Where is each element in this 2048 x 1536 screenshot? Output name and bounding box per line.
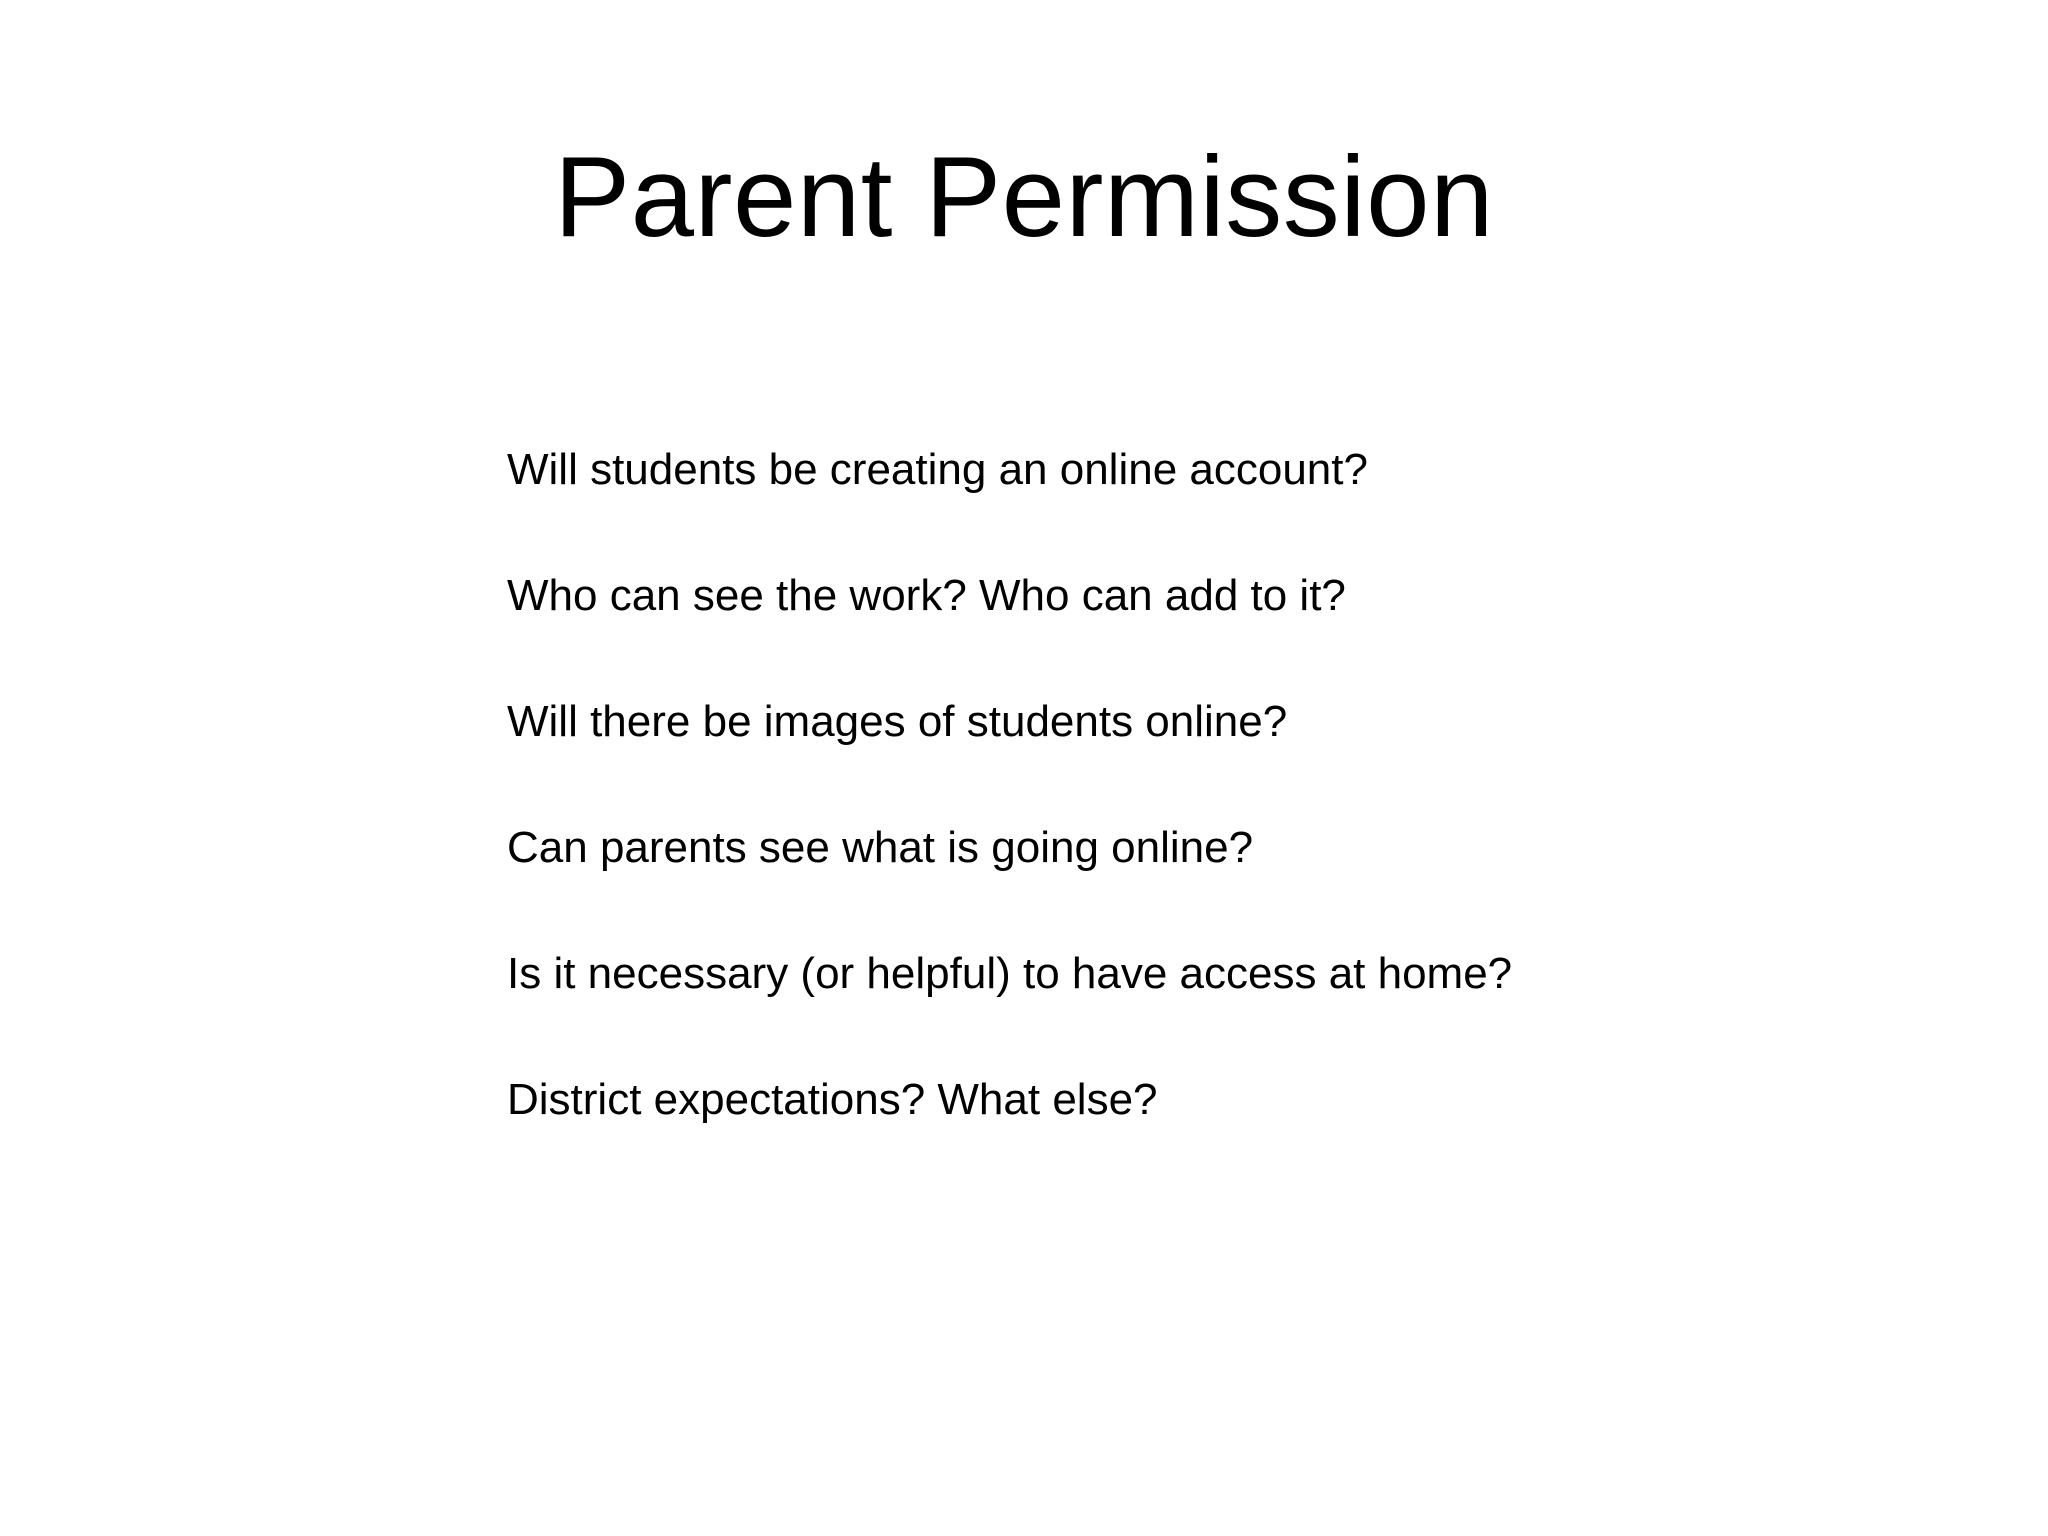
question-item: Is it necessary (or helpful) to have access at home? [507,949,1513,998]
slide-title: Parent Permission [554,134,1494,261]
question-item: Will there be images of students online? [507,697,1288,746]
question-item: Will students be creating an online account? [507,445,1368,494]
question-item: Can parents see what is going online? [507,823,1254,872]
question-item: District expectations? What else? [507,1075,1158,1124]
question-list [507,440,1512,1196]
question-item: Who can see the work? Who can add to it? [507,571,1346,620]
